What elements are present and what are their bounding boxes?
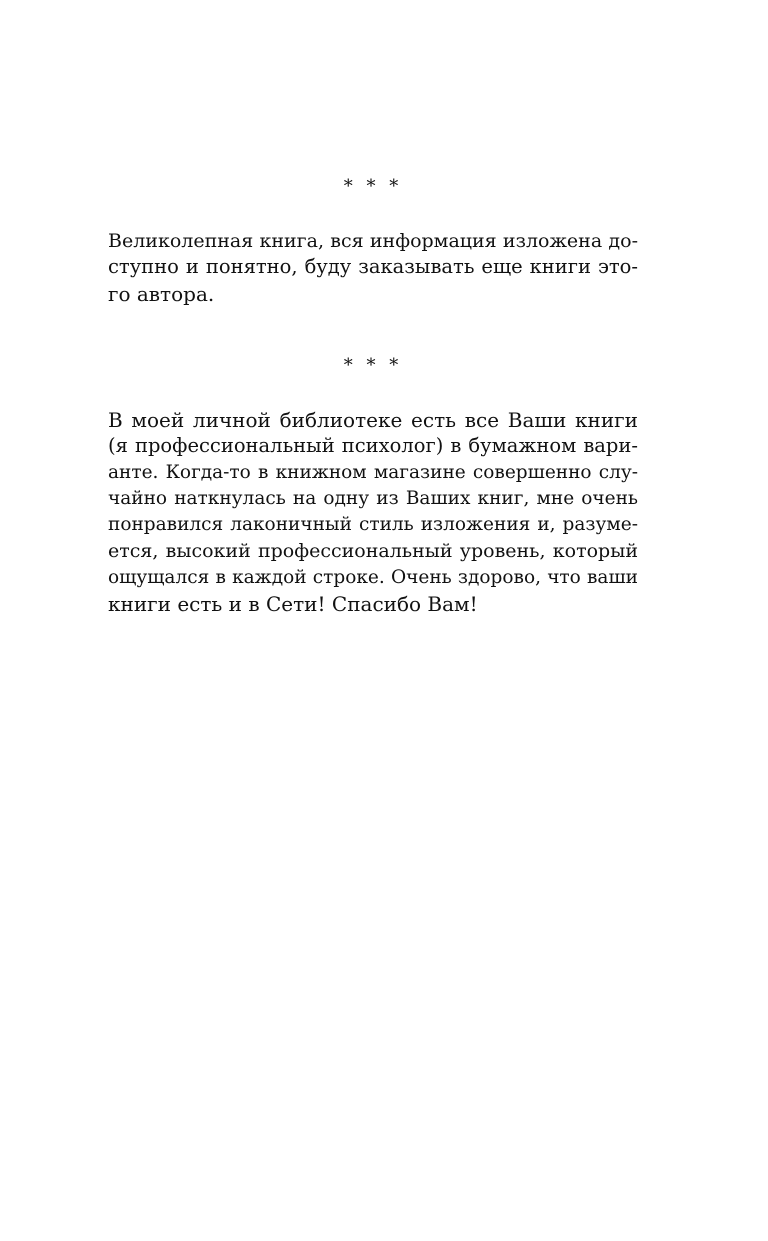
text-line: ется, высокий профессиональный уровень, который [108, 540, 638, 563]
text-line: чайно наткнулась на одну из Ваших книг, мне очень [108, 487, 638, 509]
section-separator: * * * [343, 176, 403, 197]
text-line: понравился лаконичный стиль изложения и, разуме- [108, 514, 638, 536]
text-line: анте. Когда-то в книжном магазине совершенно слу- [108, 461, 638, 483]
text-line: В моей личной библиотеке есть все Ваши книги [108, 408, 638, 432]
review-paragraph-2 [108, 407, 638, 617]
text-line: ступно и понятно, буду заказывать еще книги это- [108, 255, 638, 279]
text-line: ощущался в каждой строке. Очень здорово, что ваши [108, 566, 638, 588]
text-line: Великолепная книга, вся информация изложена до- [108, 230, 638, 252]
section-separator: * * * [343, 355, 403, 376]
text-line: книги есть и в Сети! Спасибо Вам! [108, 592, 478, 617]
review-paragraph-1 [108, 228, 638, 307]
text-line: го автора. [108, 281, 215, 306]
text-line: (я профессиональный психолог) в бумажном вари- [108, 434, 638, 458]
